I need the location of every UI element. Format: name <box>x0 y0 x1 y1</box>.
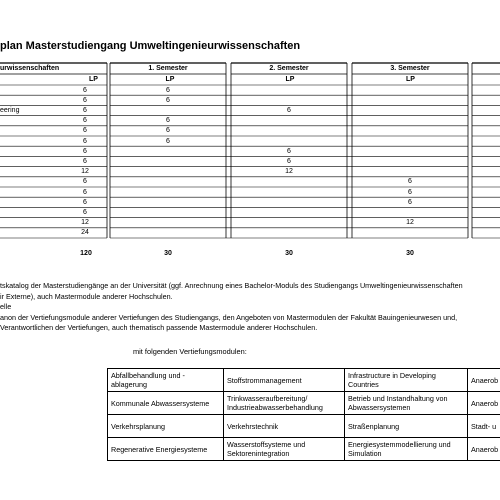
module-cell: Stadt- u <box>468 415 500 438</box>
semester-header: 2. Semester <box>269 65 309 72</box>
s3-value: 6 <box>408 198 412 206</box>
lp-header: LP <box>165 76 175 83</box>
lp-value: 6 <box>83 178 87 186</box>
modules-heading: mit folgenden Vertiefungsmodulen: <box>133 347 247 356</box>
module-cell: Verkehrstechnik <box>224 415 345 438</box>
s2-value: 6 <box>287 106 291 114</box>
module-cell: Kommunale Abwassersysteme <box>108 392 224 415</box>
lp-header: LP <box>285 76 295 83</box>
lp-value: 6 <box>83 198 87 206</box>
s1-value: 6 <box>166 96 170 104</box>
module-cell: Anaerob <box>468 369 500 392</box>
total-lp: 120 <box>80 250 92 257</box>
module-cell: Energiesystemmodellierung und Simulation <box>345 438 468 461</box>
s1-value: 6 <box>166 117 170 125</box>
note-line: Verantwortlichen der Vertiefungen, auch thematisch passende Mastermodule anderer Hochschulen. <box>0 323 318 333</box>
module-label: eering <box>0 106 20 114</box>
lp-value: 24 <box>81 229 89 237</box>
lp-value: 12 <box>81 219 89 227</box>
lp-value: 6 <box>83 106 87 114</box>
s1-value: 6 <box>166 137 170 145</box>
lp-value: 6 <box>83 147 87 155</box>
module-row <box>108 369 500 392</box>
lp-header: LP <box>406 76 415 83</box>
module-cell: Stoffstrommanagement <box>224 369 345 392</box>
module-cell: Abfallbehandlung und -ablagerung <box>108 369 224 392</box>
module-cell: Verkehrsplanung <box>108 415 224 438</box>
lp-value: 6 <box>83 208 87 216</box>
module-cell: Betrieb und Instandhaltung von Abwassersystemen <box>345 392 468 415</box>
lp-value: 6 <box>83 117 87 125</box>
s3-value: 12 <box>406 219 414 227</box>
first-column-header: urwissenschaften <box>0 65 60 72</box>
note-line: tskatalog der Masterstudiengänge an der Universität (ggf. Anrechnung eines Bachelor-Moduls des Studiengangs Umweltingenieurwissenschaften <box>0 281 463 290</box>
s3-value: 6 <box>408 188 412 196</box>
module-cell: Regenerative Energiesysteme <box>108 438 224 461</box>
s2-value: 6 <box>287 147 291 155</box>
module-cell: Trinkwasseraufbereitung/ Industrieabwasserbehandlung <box>224 392 345 415</box>
total-s1: 30 <box>164 250 172 257</box>
semester-header: 1. Semester <box>148 65 188 72</box>
note-line: ir Externe), auch Mastermodule anderer Hochschulen. <box>0 291 173 301</box>
module-cell: Wasserstoffsysteme und Sektorenintegration <box>224 438 345 461</box>
lp-value: 6 <box>83 137 87 145</box>
lp-header: LP <box>89 76 98 83</box>
lp-value: 6 <box>83 96 87 104</box>
module-row <box>108 438 500 461</box>
s3-value: 6 <box>408 178 412 186</box>
semester-header: 3. Semester <box>390 65 430 72</box>
module-cell: Infrastructure in Developing Countries <box>345 369 468 392</box>
module-row <box>108 392 500 415</box>
module-cell: Straßenplanung <box>345 415 468 438</box>
s2-value: 12 <box>285 168 293 176</box>
total-s2: 30 <box>285 250 293 257</box>
module-cell: Anaerob <box>468 438 500 461</box>
modules-table <box>107 368 500 461</box>
lp-value: 6 <box>83 86 87 94</box>
lp-value: 12 <box>81 168 89 176</box>
lp-value: 6 <box>83 188 87 196</box>
note-line: elle <box>0 302 12 312</box>
s1-value: 6 <box>166 127 170 135</box>
s2-value: 6 <box>287 157 291 165</box>
note-line: anon der Vertiefungsmodule anderer Vertiefungen des Studiengangs, den Angeboten von Mastermodulen der Fakultät Bauingenieurwesen und, <box>0 312 458 322</box>
page-title: plan Masterstudiengang Umweltingenieurwissenschaften <box>0 40 301 52</box>
module-cell: Anaerob <box>468 392 500 415</box>
lp-value: 6 <box>83 127 87 135</box>
notes-block <box>0 281 500 334</box>
total-s3: 30 <box>406 250 414 257</box>
lp-value: 6 <box>83 157 87 165</box>
module-row <box>108 415 500 438</box>
s1-value: 6 <box>166 86 170 94</box>
